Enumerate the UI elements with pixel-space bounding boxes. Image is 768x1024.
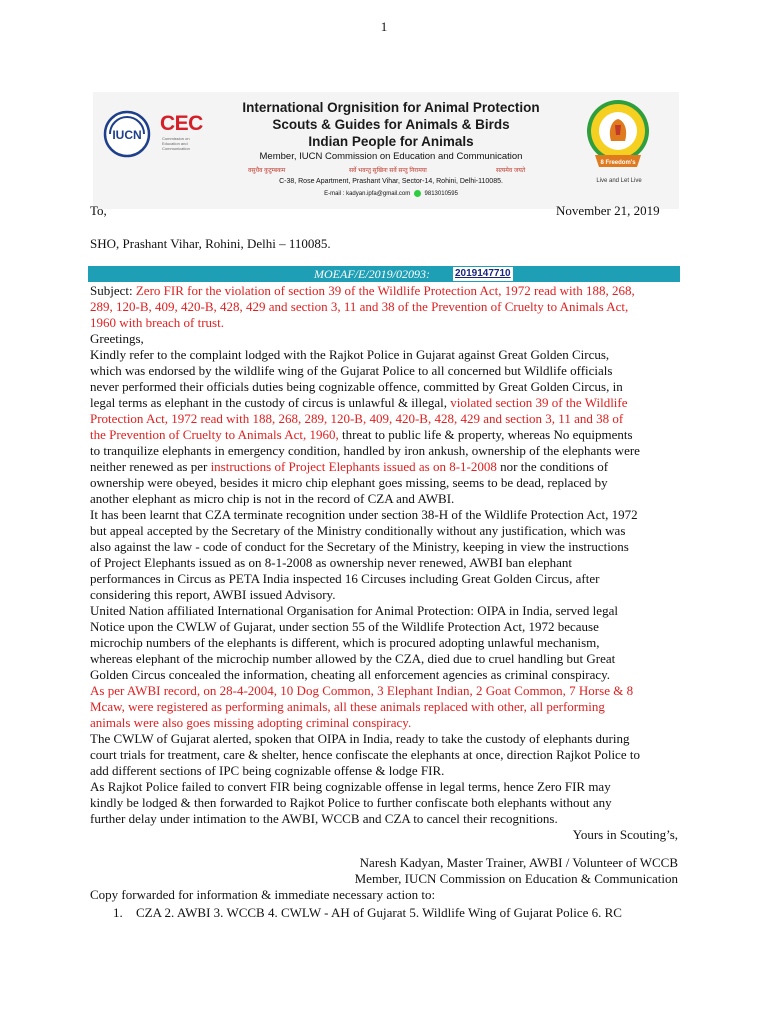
emblem-bottom-text: 8 Freedom's: [600, 160, 636, 166]
letter-date: November 21, 2019: [556, 203, 660, 218]
hindi-motto-3: सत्यमेव जयते: [496, 168, 526, 174]
recipient: SHO, Prashant Vihar, Rohini, Delhi – 110085.: [90, 236, 331, 251]
iucn-logo-text: IUCN: [112, 128, 142, 142]
copy-forwarded: Copy forwarded for information & immediate necessary action to:: [90, 887, 436, 902]
para1-line: to tranquilize elephants in emergency condition, handled by iron ankush, ownership of the elephants were: [90, 443, 640, 458]
para3-line: Golden Circus concealed the information, cheating all enforcement agencies as criminal conspiracy.: [90, 667, 611, 682]
para1-line: another elephant as micro chip is not in the record of CZA and AWBI.: [90, 491, 455, 506]
letterhead: [93, 92, 679, 209]
cec-logo-sub: Commission on Education and Communication: [162, 136, 190, 151]
para4-line: As per AWBI record, on 28-4-2004, 10 Dog Common, 3 Elephant Indian, 2 Goat Common, 7 Horse & 8: [90, 683, 634, 698]
para2-line: performances in Circus as PETA India inspected 16 Circuses including Great Golden Circus, after: [90, 571, 600, 586]
para5-line: add different sections of IPC being cognizable offense & lodge FIR.: [90, 763, 445, 778]
para3-line: Notice upon the CWLW of Gujarat, under section 55 of the Wildlife Protection Act, 1972 because: [90, 619, 599, 634]
para1-line: never performed their officials duties being cognizable offence, committed by Great Golden Circus, in: [90, 379, 623, 394]
para2-line: It has been learnt that CZA terminate recognition under section 38-H of the Wildlife Protection Act, 1972: [90, 507, 638, 522]
para2-line: considering this report, AWBI issued Advisory.: [90, 587, 336, 602]
para1-line: Kindly refer to the complaint lodged with the Rajkot Police in Gujarat against Great Golden Circus,: [90, 347, 610, 362]
para2-line: of Project Elephants issued as on 8-1-2008 as ownership never renewed, AWBI ban elephant: [90, 555, 572, 570]
para4-line: Mcaw, were registered as performing animals, all these animals replaced with other, all performing: [90, 699, 605, 714]
org-title-line2: Scouts & Guides for Animals & Birds: [272, 117, 510, 132]
para1-line: the Prevention of Cruelty to Animals Act, 1960, threat to public life & property, whereas No equipments: [90, 427, 633, 442]
whatsapp-icon: [414, 190, 421, 197]
subject-line3: 1960 with breach of trust.: [90, 315, 224, 330]
para1-line: ownership were obeyed, besides it micro chip elephant goes missing, seems to be dead, replaced by: [90, 475, 608, 490]
hindi-motto-1: वसुधैव कुटुम्बकम: [248, 168, 286, 174]
para6-line: As Rajkot Police failed to convert FIR being cognizable offense in legal terms, hence Zero FIR may: [90, 779, 611, 794]
letterhead-phone: 9813010595: [424, 191, 458, 198]
copy-list-number: 1.: [113, 905, 123, 920]
iucn-logo-icon: [103, 110, 151, 158]
reference-bar: [88, 266, 680, 282]
para1-line: Protection Act, 1972 read with 188, 268, 289, 120-B, 409, 420-B, 428, 429 and section 3, 11 and 38 of: [90, 411, 624, 426]
signature-line2: Member, IUCN Commission on Education & Communication: [354, 871, 678, 886]
para4-line: animals were also goes missing adopting criminal conspiracy.: [90, 715, 412, 730]
emblem-tagline: Live and Let Live: [596, 178, 642, 184]
member-line: Member, IUCN Commission on Education and Communication: [259, 151, 523, 162]
page-number: 1: [380, 19, 388, 34]
para3-line: United Nation affiliated International Organisation for Animal Protection: OIPA in India, served legal: [90, 603, 618, 618]
signature-line1: Naresh Kadyan, Master Trainer, AWBI / Volunteer of WCCB: [359, 855, 678, 870]
cec-logo-text: CEC: [160, 112, 203, 135]
letterhead-email: E-mail : kadyan.ipfa@gmail.com: [324, 191, 411, 198]
greeting: Greetings,: [90, 331, 144, 346]
cec-logo-icon: [160, 112, 210, 152]
letterhead-contact: [221, 190, 561, 197]
letterhead-address: C-38, Rose Apartment, Prashant Vihar, Sector-14, Rohini, Delhi-110085.: [279, 178, 503, 185]
org-title-line1: International Orgnisition for Animal Protection: [242, 100, 540, 115]
para5-line: The CWLW of Gujarat alerted, spoken that OIPA in India, ready to take the custody of elephants during: [90, 731, 630, 746]
subject-line1: Subject: Zero FIR for the violation of section 39 of the Wildlife Protection Act, 1972 read with 188, 268,: [90, 283, 635, 298]
reference-file-number: MOEAF/E/2019/02093:: [314, 267, 430, 281]
para1-line: neither renewed as per instructions of Project Elephants issued as on 8-1-2008 nor the conditions of: [90, 459, 609, 474]
para3-line: whereas elephant of the microchip number allowed by the CZA, died due to cruel handling but Great: [90, 651, 616, 666]
subject-line2: 289, 120-B, 409, 420-B, 428, 429 and section 3, 11 and 38 of the Prevention of Cruelty to Animals Act,: [90, 299, 629, 314]
org-title-line3: Indian People for Animals: [308, 134, 474, 149]
para5-line: court trials for treatment, care & shelter, hence confiscate the elephants at once, direction Rajkot Police to: [90, 747, 640, 762]
para6-line: further delay under intimation to the AWBI, WCCB and CZA to cancel their recognitions.: [90, 811, 558, 826]
to-label: To,: [90, 203, 107, 218]
para3-line: microchip numbers of the elephants is different, which is procured adopting unlawful mechanism,: [90, 635, 600, 650]
para1-line: which was endorsed by the wildlife wing of the Gujarat Police to all concerned but Wildlife officials: [90, 363, 613, 378]
closing: Yours in Scouting’s,: [572, 827, 678, 842]
para2-line: also against the law - code of conduct for the Secretary of the Ministry, keeping in view the instructions: [90, 539, 629, 554]
copy-list-item: CZA 2. AWBI 3. WCCB 4. CWLW - AH of Gujarat 5. Wildlife Wing of Gujarat Police 6. RC: [136, 905, 622, 920]
reference-registration-link[interactable]: 2019147710: [455, 268, 511, 279]
emblem-icon: [585, 95, 651, 177]
para1-line: legal terms as elephant in the custody of circus is unlawful & illegal, violated section 39 of the Wildlife: [90, 395, 628, 410]
para6-line: kindly be lodged & then forwarded to Rajkot Police to further confiscate both elephants without any: [90, 795, 612, 810]
para2-line: but appeal accepted by the Secretary of the Ministry conditionally without any justification, which was: [90, 523, 626, 538]
hindi-motto-2: सर्वे भवन्तु सुखिनः सर्वे सन्तु निरामया: [349, 168, 427, 174]
